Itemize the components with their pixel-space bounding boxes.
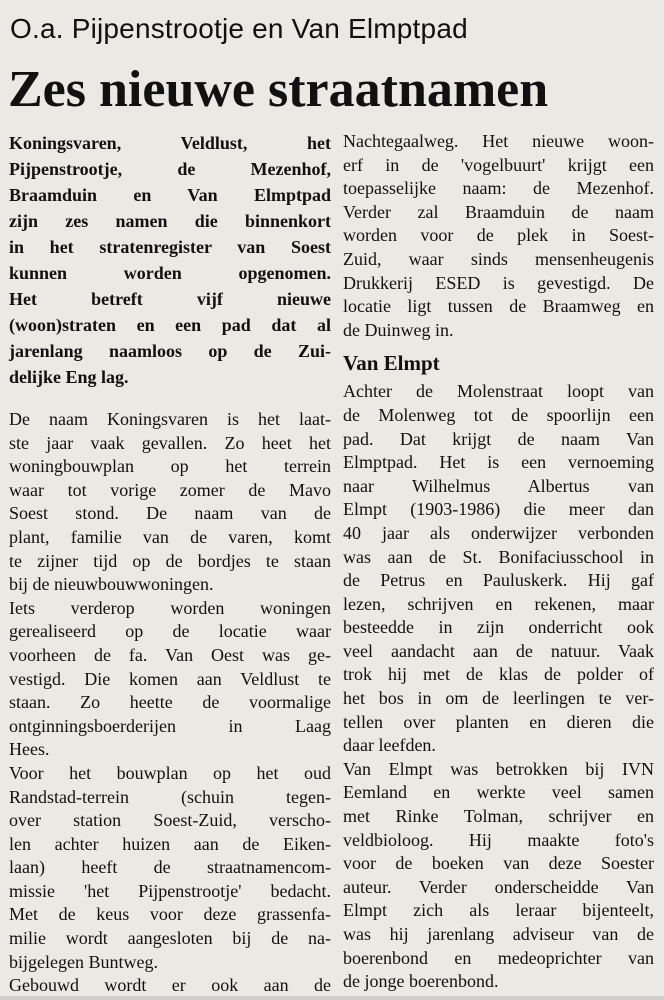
body-line: voorheen de fa. Van Oest was ge- bbox=[9, 644, 331, 665]
intro-line: Koningsvaren, Veldlust, het bbox=[9, 133, 331, 153]
body-line: Met de keus voor deze grassenfa- bbox=[9, 904, 331, 925]
intro-paragraph bbox=[9, 130, 331, 390]
body-line: vestigd. Die komen aan Veldlust te bbox=[9, 668, 331, 689]
body-line: ontginningsboerderijen in Laag bbox=[9, 715, 331, 736]
body-line: tellen over planten en dieren die bbox=[343, 711, 654, 732]
body-line: ste jaar vaak gevallen. Zo heet het bbox=[9, 432, 331, 453]
body-line: Elmpt zich als leraar bijenteelt, bbox=[343, 900, 654, 921]
body-line: veel aandacht aan de natuur. Vaak bbox=[343, 640, 654, 661]
body-line: Randstad-terrein (schuin tegen- bbox=[9, 786, 331, 807]
body-line: veldbioloog. Hij maakte foto's bbox=[343, 829, 654, 850]
left-body bbox=[9, 408, 331, 998]
headline: Zes nieuwe straatnamen bbox=[8, 61, 549, 118]
intro-line: in het stratenregister van Soest bbox=[9, 237, 331, 257]
body-line: was hij jarenlang adviseur van de bbox=[343, 924, 654, 944]
body-line: Soest stond. De naam van de bbox=[9, 503, 331, 524]
body-line: auteur. Verder onderscheidde Van bbox=[343, 876, 654, 897]
body-line: Van Elmpt was betrokken bij IVN bbox=[343, 758, 654, 779]
body-line: het bos in om de leerlingen te ver- bbox=[343, 688, 654, 709]
body-line: daar leefden. bbox=[343, 735, 436, 756]
right-body bbox=[343, 380, 654, 993]
intro-line: Het betreft vijf nieuwe bbox=[9, 289, 331, 309]
body-line: trok hij met de klas de polder of bbox=[343, 664, 654, 685]
kicker: O.a. Pijpenstrootje en Van Elmptpad bbox=[10, 13, 468, 44]
body-line: laan) heeft de straatnamencom- bbox=[9, 857, 331, 878]
body-line: milie wordt aangesloten bij de na- bbox=[9, 928, 331, 949]
body-line: staan. Zo heette de voormalige bbox=[9, 692, 331, 713]
body-line: over station Soest-Zuid, verscho- bbox=[9, 810, 331, 831]
body-line: bijgelegen Buntweg. bbox=[9, 951, 158, 972]
body-line: met Rinke Tolman, schrijver en bbox=[343, 806, 654, 827]
body-line: gerealiseerd op de locatie waar bbox=[9, 621, 331, 642]
intro-line: Pijpenstrootje, de Mezenhof, bbox=[9, 159, 331, 179]
body-line: De naam Koningsvaren is het laat- bbox=[9, 409, 331, 429]
body-line: besteedde in zijn onderricht ook bbox=[343, 617, 654, 638]
body-line: naar Wilhelmus Albertus van bbox=[343, 475, 654, 496]
body-line: te zijner tijd op de bordjes te staan bbox=[9, 550, 331, 571]
body-line: Achter de Molenstraat loopt van bbox=[343, 381, 654, 402]
left-column bbox=[9, 130, 331, 998]
body-line: Elmpt (1903-1986) die meer dan bbox=[343, 499, 654, 520]
body-line: voor de boeken van deze Soester bbox=[343, 853, 654, 874]
body-line: Voor het bouwplan op het oud bbox=[9, 762, 331, 783]
body-line: toepasselijke naam: de Mezenhof. bbox=[343, 178, 654, 199]
intro-line: jarenlang naamloos op de Zui- bbox=[9, 341, 331, 361]
body-line: Zuid, waar sinds mensenheugenis bbox=[343, 248, 654, 269]
intro-line: zijn zes namen die binnenkort bbox=[9, 211, 331, 231]
body-line: Iets verderop worden woningen bbox=[9, 597, 331, 618]
body-line: lezen, schrijven en rekenen, maar bbox=[343, 593, 654, 614]
body-line: 40 jaar als onderwijzer verbonden bbox=[343, 522, 654, 543]
intro-line: Braamduin en Van Elmptpad bbox=[9, 185, 331, 205]
body-line: erf in de 'vogelbuurt' krijgt een bbox=[343, 154, 654, 175]
subhead: Van Elmpt bbox=[343, 351, 440, 376]
bottom-rule bbox=[0, 996, 664, 1000]
body-line: de Petrus en Pauluskerk. Hij gaf bbox=[343, 570, 654, 591]
body-line: worden voor de plek in Soest- bbox=[343, 225, 654, 246]
body-line: was aan de St. Bonifaciusschool in bbox=[343, 546, 654, 567]
body-line: Hees. bbox=[9, 739, 50, 760]
body-line: Verder zal Braamduin de naam bbox=[343, 201, 654, 222]
intro-line: kunnen worden opgenomen. bbox=[9, 263, 331, 283]
body-line: de jonge boerenbond. bbox=[343, 971, 499, 992]
body-line: len achter huizen aan de Eiken- bbox=[9, 833, 331, 854]
body-line: de Duinweg in. bbox=[343, 319, 454, 340]
body-line: plant, familie van de varen, komt bbox=[9, 526, 331, 547]
body-line: pad. Dat krijgt de naam Van bbox=[343, 428, 654, 449]
body-line: locatie ligt tussen de Braamweg en bbox=[343, 296, 654, 317]
body-line: Elmptpad. Het is een vernoeming bbox=[343, 452, 654, 473]
intro-line: delijke Eng lag. bbox=[9, 367, 129, 387]
body-line: boerenbond en medeoprichter van bbox=[343, 947, 654, 968]
body-line: woningbouwplan op het terrein bbox=[9, 456, 331, 477]
intro-line: (woon)straten en een pad dat al bbox=[9, 315, 331, 335]
body-line: Drukkerij ESED is gevestigd. De bbox=[343, 272, 654, 293]
body-line: de Molenweg tot de spoorlijn een bbox=[343, 404, 654, 425]
right-column bbox=[343, 130, 654, 994]
right-top-body bbox=[343, 130, 654, 342]
body-line: Eemland en werkte veel samen bbox=[343, 782, 654, 803]
body-line: Nachtegaalweg. Het nieuwe woon- bbox=[343, 131, 654, 151]
body-line: bij de nieuwbouwwoningen. bbox=[9, 574, 214, 595]
body-line: waar tot vorige zomer de Mavo bbox=[9, 479, 331, 500]
body-line: missie 'het Pijpenstrootje' bedacht. bbox=[9, 880, 331, 901]
body-line: Gebouwd wordt er ook aan de bbox=[9, 975, 331, 996]
